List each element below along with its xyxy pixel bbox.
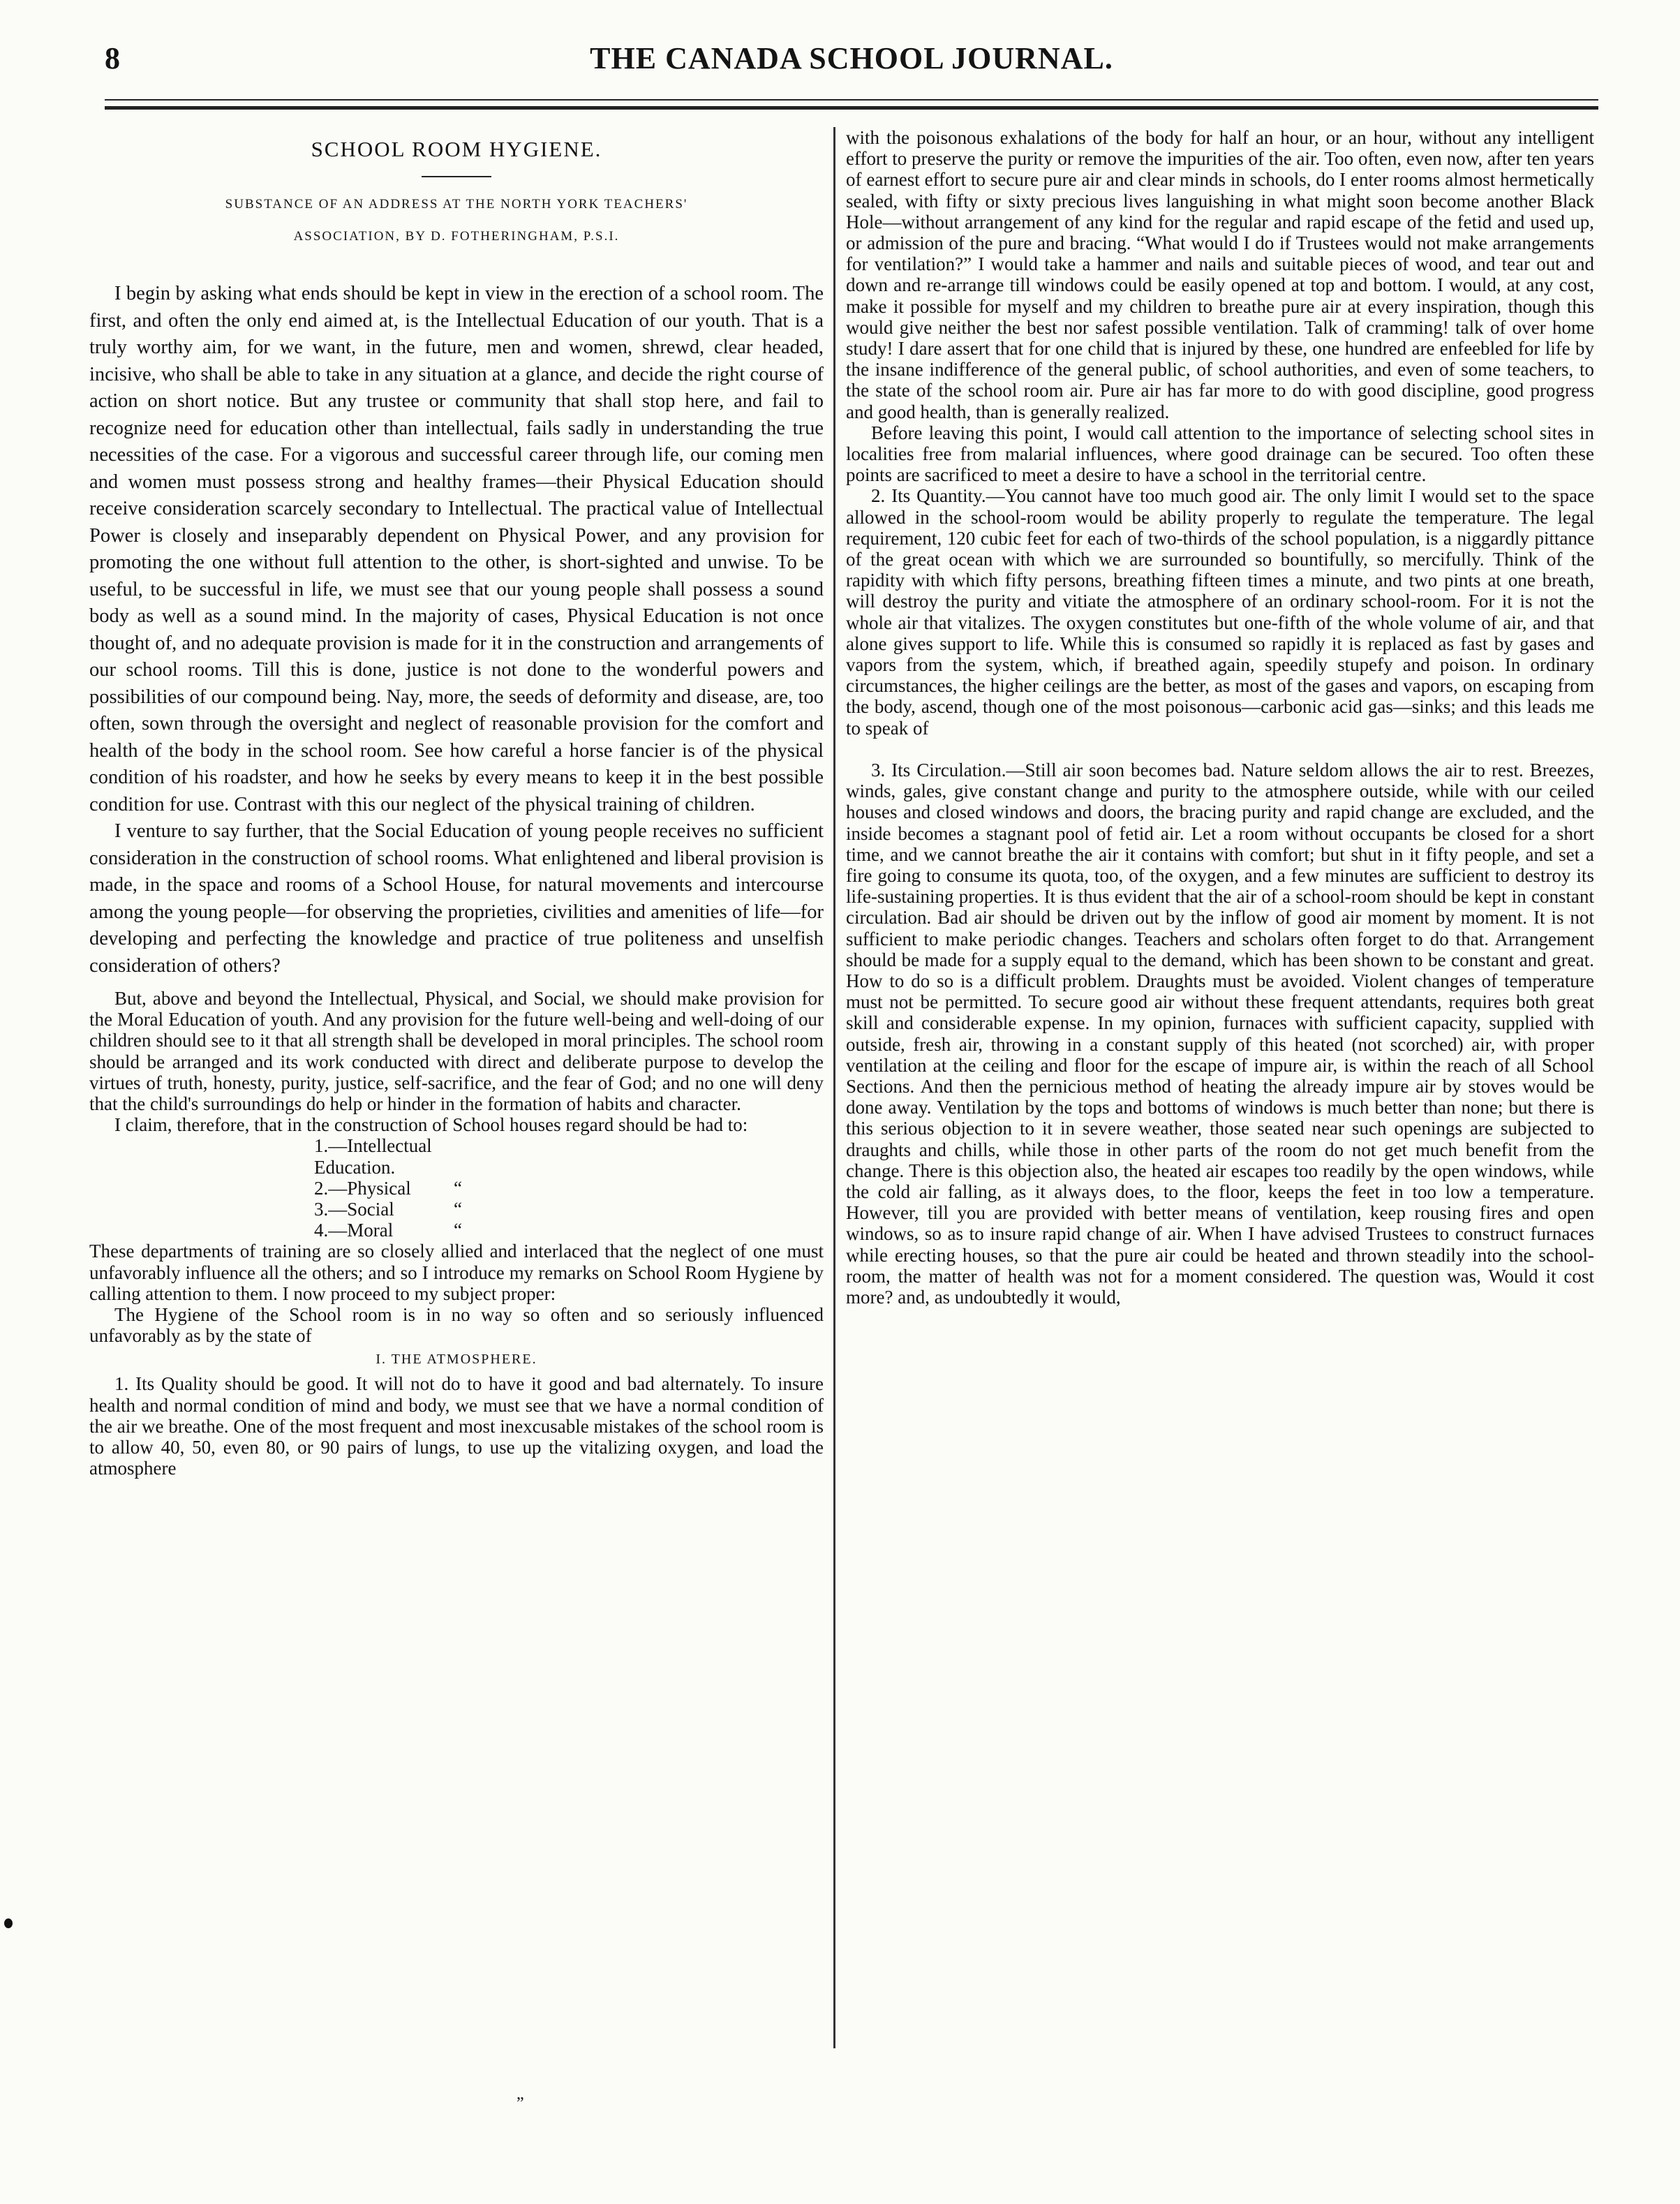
paragraph-quantity: 2. Its Quantity.—You cannot have too much good air. The only limit I would set to the space allowed in the school-room would be ability properly to regulate the temperature. The legal requirement, 120 cubic feet for each of two-thirds of the school population, is a niggardly pittance of the great ocean with which we are surrounded so bountifully, so mercifully. Think of the rapidity with which fifty persons, breathing fifteen times a minute, and two pints at one breath, will destroy the purity and vitiate the atmosphere of an ordinary school-room. For it is not the whole air that vitalizes. The oxygen constitutes but one-fifth of the whole volume of air, and that alone gives support to life. While this is consumed so rapidly it is replaced as fast by gases and vapors from the system, which, if breathed again, speedily stupefy and poison. In ordinary circumstances, the higher ceilings are the better, as most of the gases and vapors, on escaping from the body, ascend, though one of the most poisonous—carbonic acid gas—sinks; and this leads me to speak of <box>846 485 1594 739</box>
paragraph-school-sites: Before leaving this point, I would call attention to the importance of selecting school sites in localities free from malarial influences, where good drainage can be secured. Too often these points are sacrificed to meet a desire to have a school in the territorial centre. <box>846 422 1594 486</box>
paragraph-poisonous-exhalations: with the poisonous exhalations of the body for half an hour, or an hour, without any intelligent effort to preserve the purity or remove the impurities of the air. Too often, even now, after ten years of earnest effort to secure pure air and clear minds in schools, do I enter rooms almost hermetically sealed, with fifty or sixty precious lives languishing in what might soon become another Black Hole—without arrangement of any kind for the regular and rapid escape of the fetid and used up, or admission of the pure and bracing. “What would I do if Trustees would not make arrangements for ventilation?” I would take a hammer and nails and suitable pieces of wood, and tear out and down and re-arrange till windows could be easily opened at top and bottom. I would, at any cost, make it possible for myself and my children to breathe pure air at every inspiration, though this would give neither the best nor safest possible ventilation. Talk of cramming! talk of over home study! I dare assert that for one child that is injured by these, one hundred are enfeebled for life by the insane indifference of the general public, of school authorities, and even of some teachers, to the state of the school room air. Pure air has far more to do with good discipline, good progress and good health, than is generally realized. <box>846 127 1594 422</box>
paragraph-intellectual-physical: I begin by asking what ends should be kept in view in the erection of a school room. The first, and often the only end aimed at, is the Intellectual Education of our youth. That is a truly worthy aim, for we want, in the future, men and women, shrewd, clear headed, incisive, who shall be able to take in any situation at a glance, and decide the right course of action on short notice. But any trustee or community that shall stop here, and fail to recognize need for education other than intellectual, fails sadly in understanding the true necessities of the case. For a vigorous and successful career through life, our coming men and women must possess strong and healthy frames—their Physical Education should receive consideration scarcely secondary to Intellectual. The practical value of Intellectual Power is closely and inseparably dependent on Physical Power, and any provision for promoting the one without full attention to the other, is short-sighted and unwise. To be useful, to be successful in life, we must see that our young people shall possess a sound body as well as a sound mind. In the majority of cases, Physical Education is not once thought of, and no adequate provision is made for it in the construction and arrangements of our school rooms. Till this is done, justice is not done to the wonderful powers and possibilities of our compound being. Nay, more, the seeds of deformity and disease, are, too often, sown through the oversight and neglect of reasonable provision for the comfort and health of the body in the school room. See how careful a horse fancier is of the physical condition of his roadster, and how he seeks by every means to keep it in the best possible condition for use. Contrast with this our neglect of the physical training of children. <box>89 283 824 815</box>
list-item: 2.—Physical “ <box>314 1177 462 1199</box>
header-rule-bottom <box>105 106 1598 110</box>
article-title: SCHOOL ROOM HYGIENE. <box>311 137 602 161</box>
paragraph-hygiene-intro: The Hygiene of the School room is in no way so often and so seriously influenced unfavorably as by the state of <box>89 1304 824 1347</box>
margin-dot <box>4 1918 13 1928</box>
title-rule <box>422 176 491 177</box>
list-item: 1.—Intellectual Education. <box>314 1135 432 1178</box>
paragraph-moral-education: But, above and beyond the Intellectual, Physical, and Social, we should make provision for the Moral Education of youth. And any provision for the future well-being and well-doing of our children should see to it that all strength shall be developed in moral principles. The school room should be arranged and its work conducted with direct and deliberate purpose to develop the virtues of truth, honesty, purity, justice, self-sacrifice, and the fear of God; and no one will deny that the child's surroundings do help or hinder in the formation of habits and character. <box>89 988 824 1115</box>
running-title: THE CANADA SCHOOL JOURNAL. <box>590 41 1113 75</box>
paragraph-gap <box>846 739 1594 760</box>
page-number: 8 <box>105 41 120 75</box>
page-header <box>105 40 1598 80</box>
paragraph-claim: I claim, therefore, that in the construction of School houses regard should be had to: <box>114 1114 748 1136</box>
list-item: 4.—Moral “ <box>314 1220 462 1241</box>
paragraph-quality: 1. Its Quality should be good. It will not do to have it good and bad alternately. To insure health and normal condition of mind and body, we must see that we have a normal condition of the air we breathe. One of the most frequent and most inexcusable mistakes of the school room is to allow 40, 50, even 80, or 90 pairs of lungs, to use up the vitalizing oxygen, and load the atmosphere <box>89 1373 824 1479</box>
byline-line-1: SUBSTANCE OF AN ADDRESS AT THE NORTH YORK TEACHERS' <box>225 197 688 212</box>
left-column <box>89 127 824 1479</box>
byline-line-2: ASSOCIATION, BY D. FOTHERINGHAM, P.S.I. <box>293 229 620 244</box>
right-column <box>846 127 1594 1308</box>
header-rule-top <box>105 99 1598 101</box>
footer-mark: ” <box>516 2094 524 2113</box>
paragraph-social-education: I venture to say further, that the Social Education of young people receives no sufficient consideration in the construction of school rooms. What enlightened and liberal provision is made, in the space and rooms of a School House, for natural movements and intercourse among the young people—for observing the proprieties, civilities and amenities of life—for developing and perfecting the knowledge and practice of true politeness and unselfish consideration of others? <box>89 820 824 977</box>
article-byline <box>89 188 824 253</box>
paragraph-circulation: 3. Its Circulation.—Still air soon becomes bad. Nature seldom allows the air to rest. Breezes, winds, gales, give constant change and purity to the atmosphere outside, while with our ceiled houses and closed windows and doors, the bracing purity and rapid change are excluded, and the inside becomes a stagnant pool of fetid air. Let a room without occupants be closed for a short time, and we cannot breathe the air it contains with comfort; but shut in it fifty people, and set a fire going to consume its quota, too, of the oxygen, and a few minutes are sufficient to destroy its life-sustaining properties. It is thus evident that the air of a school-room should be kept in constant circulation. Bad air should be driven out by the inflow of good air moment by moment. It is not sufficient to make periodic changes. Teachers and scholars often forget to do that. Arrangement should be made for a supply equal to the demand, which has been shown to be constant and great. How to do so is a difficult problem. Draughts must be avoided. Violent changes of temperature must not be permitted. To secure good air without these frequent attendants, requires both great skill and considerable expense. In my opinion, furnaces with sufficient capacity, supplied with outside, fresh air, throwing in a constant supply of this heated (not scorched) air, with proper ventilation at the ceiling and floor for the escape of impure air, is within the reach of all School Sections. And then the pernicious method of heating the already impure air by stoves would be done away. Ventilation by the tops and bottoms of windows is much better than none; but there is this serious objection to it in severe weather, those seated near such openings are subjected to draughts and chills, while those in other parts of the room do not get much benefit from the change. There is this objection also, the heated air escapes too readily by the open windows, while the cold air falling, as it always does, to the floor, keeps the feet in too low a temperature. However, till you are provided with better means of ventilation, keep rousing fires and open windows, so as to insure rapid change of air. When I have advised Trustees to construct furnaces while erecting houses, so that the pure air could be heated and thrown steadily into the school-room, the matter of health was not for a moment considered. The question was, Would it cost more? and, as undoubtedly it would, <box>846 759 1594 1308</box>
paragraph-departments: These departments of training are so closely allied and interlaced that the neglect of one must unfavorably influence all the others; and so I introduce my remarks on School Room Hygiene by calling attention to them. I now proceed to my subject proper: <box>89 1241 824 1304</box>
list-item: 3.—Social “ <box>314 1199 462 1220</box>
education-list <box>314 1135 824 1241</box>
column-divider <box>833 127 835 2048</box>
section-heading-atmosphere: I. THE ATMOSPHERE. <box>376 1352 537 1368</box>
